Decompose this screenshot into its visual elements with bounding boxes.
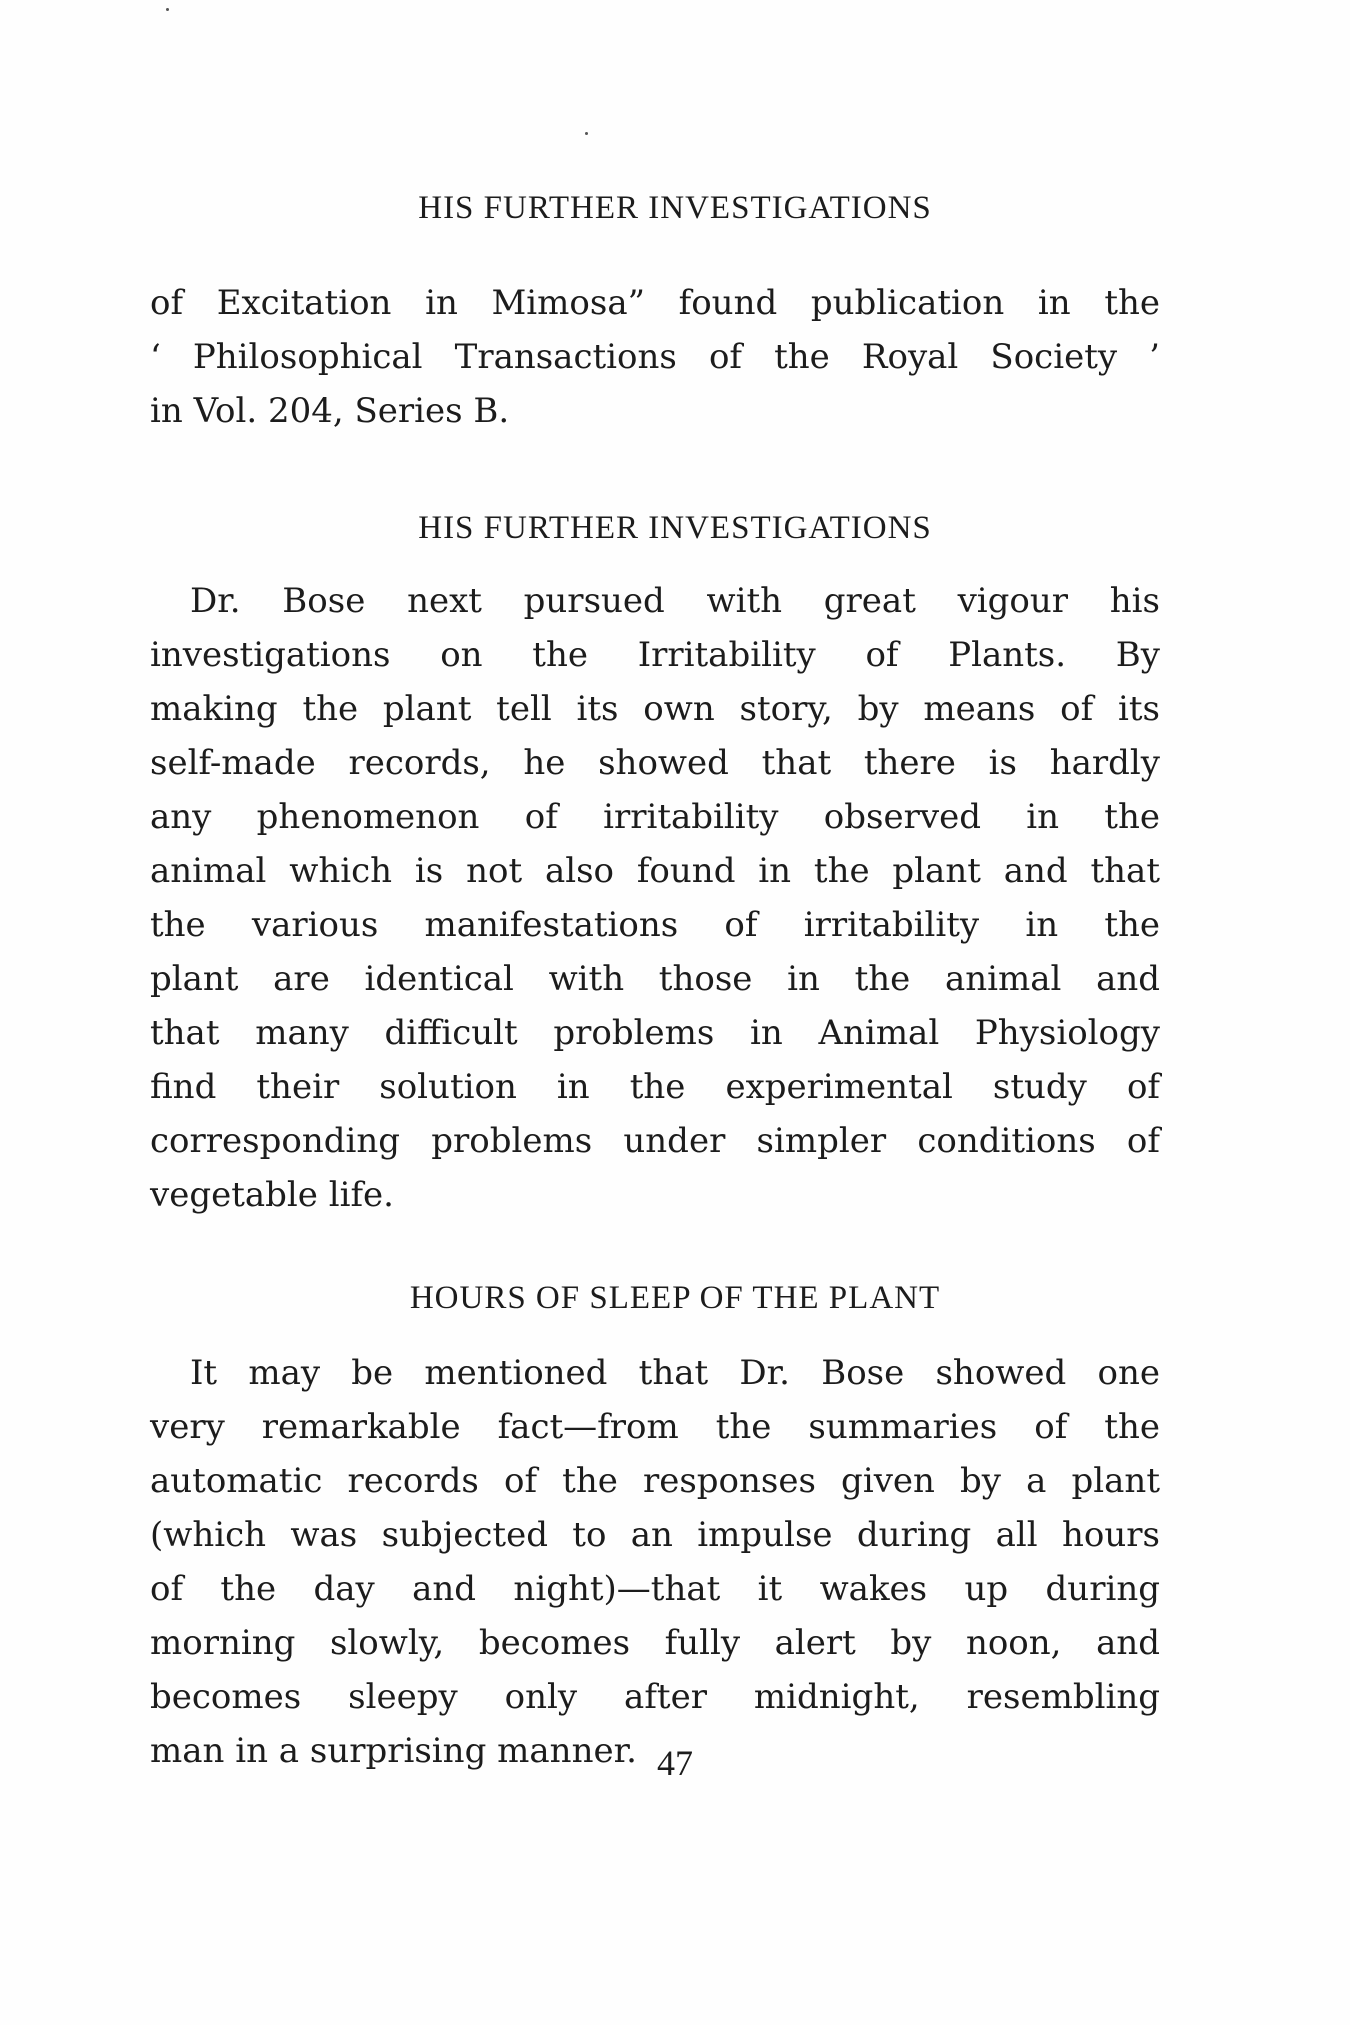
text-line: animal which is not also found in the plant and that [150, 851, 1160, 891]
running-head: HIS FURTHER INVESTIGATIONS [418, 190, 932, 226]
print-speck [585, 132, 588, 135]
text-line: in Vol. 204, Series B. [150, 391, 510, 431]
page-number: 47 [657, 1743, 693, 1783]
text-line: of Excitation in Mimosa” found publication in the [150, 283, 1160, 323]
text-line: that many difficult problems in Animal Physiology [150, 1013, 1160, 1053]
text-line: It may be mentioned that Dr. Bose showed one [190, 1353, 1160, 1393]
text-line: self-made records, he showed that there is hardly [150, 743, 1160, 783]
text-line: ‘ Philosophical Transactions of the Royal Society ’ [150, 337, 1160, 377]
text-line: (which was subjected to an impulse during all hours [150, 1515, 1160, 1555]
paragraph-hours-of-sleep [150, 1346, 1160, 1778]
text-line: any phenomenon of irritability observed in the [150, 797, 1160, 837]
text-line: becomes sleepy only after midnight, resembling [150, 1677, 1160, 1717]
print-speck [166, 8, 169, 11]
section-heading-hours-of-sleep: HOURS OF SLEEP OF THE PLANT [409, 1280, 941, 1316]
text-line: corresponding problems under simpler conditions of [150, 1121, 1160, 1161]
text-line: making the plant tell its own story, by means of its [150, 689, 1160, 729]
text-line: automatic records of the responses given by a plant [150, 1461, 1160, 1501]
paragraph-further-investigations [150, 574, 1160, 1222]
text-line: of the day and night)—that it wakes up during [150, 1569, 1160, 1609]
text-line: Dr. Bose next pursued with great vigour his [190, 581, 1160, 621]
text-line: find their solution in the experimental study of [150, 1067, 1160, 1107]
section-heading-further-investigations: HIS FURTHER INVESTIGATIONS [418, 510, 932, 546]
text-line: morning slowly, becomes fully alert by noon, and [150, 1623, 1160, 1663]
text-line: vegetable life. [150, 1175, 394, 1215]
continuation-paragraph [150, 276, 1160, 438]
text-line: investigations on the Irritability of Plants. By [150, 635, 1160, 675]
text-line: plant are identical with those in the animal and [150, 959, 1160, 999]
text-line: man in a surprising manner. [150, 1731, 637, 1771]
text-line: the various manifestations of irritability in the [150, 905, 1160, 945]
text-line: very remarkable fact—from the summaries of the [150, 1407, 1160, 1447]
